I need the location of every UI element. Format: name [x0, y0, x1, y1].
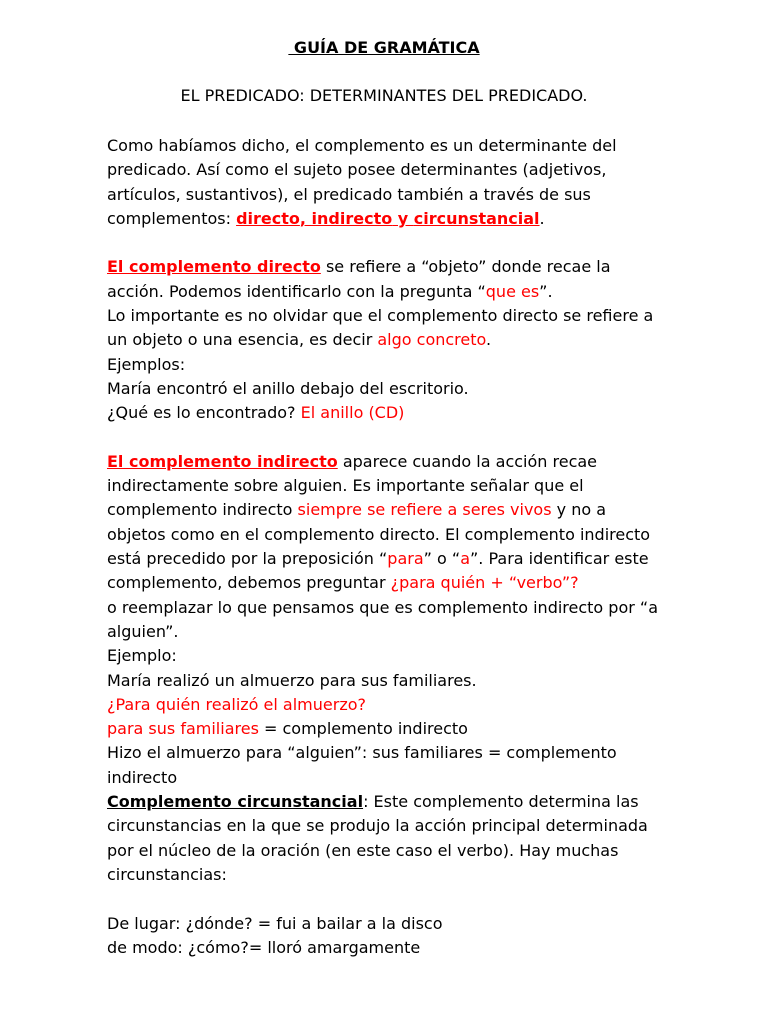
cc-line: circunstancias en la que se produjo la acción principal determinada	[107, 816, 648, 836]
intro-line: predicado. Así como el sujeto posee determinantes (adjetivos,	[107, 160, 607, 180]
spacer	[107, 426, 667, 450]
ci-para: para	[387, 549, 424, 569]
ci-text: complemento, debemos preguntar	[107, 573, 391, 593]
page-subtitle: EL PREDICADO: DETERMINANTES DEL PREDICADO.	[180, 86, 588, 105]
ci-a: a	[460, 549, 470, 569]
ci-text: ”. Para identificar este	[470, 549, 649, 569]
page-title: GUÍA DE GRAMÁTICA	[288, 38, 480, 57]
ci-line: objetos como en el complemento directo. El complemento indirecto	[107, 524, 651, 544]
spacer	[107, 231, 667, 255]
cd-text: .	[486, 330, 492, 350]
intro-line: Como habíamos dicho, el complemento es un determinante del	[107, 136, 617, 155]
ci-line	[107, 717, 667, 741]
ci-line	[107, 498, 667, 522]
cd-line	[107, 280, 667, 304]
intro-line: artículos, sustantivos), el predicado también a través de sus	[107, 184, 591, 204]
cd-que-es: que es	[485, 281, 540, 301]
cc-modo: de modo: ¿cómo?= lloró amargamente	[107, 937, 421, 957]
ci-heading: El complemento indirecto	[107, 451, 338, 471]
intro-line	[107, 207, 667, 231]
ci-line: indirecto	[107, 767, 178, 787]
cd-text: se refiere a “objeto” donde recae la	[320, 257, 611, 277]
intro-text: complementos:	[107, 208, 237, 228]
ci-line	[107, 450, 667, 474]
term-indirecto: indirecto	[311, 208, 393, 228]
cd-question: ¿Qué es lo encontrado?	[107, 403, 301, 423]
cd-ejemplos-label: Ejemplos:	[107, 354, 186, 374]
cd-heading: El complemento directo	[107, 257, 321, 277]
cc-text: : Este complemento determina las	[363, 792, 639, 812]
ci-text: = complemento indirecto	[258, 719, 468, 739]
ci-text: está precedido por la preposición “	[107, 549, 388, 569]
ci-text: aparece cuando la acción recae	[337, 451, 598, 471]
cc-line: circunstancias:	[107, 864, 227, 884]
document-body	[107, 134, 667, 960]
ci-text: complemento indirecto	[107, 500, 298, 520]
cc-lugar: De lugar: ¿dónde? = fui a bailar a la disco	[107, 913, 443, 933]
term-y: y	[392, 208, 414, 228]
cd-text: acción. Podemos identificarlo con la pregunta “	[107, 281, 486, 301]
cc-line	[107, 790, 667, 814]
cd-text: ”.	[539, 281, 553, 301]
ci-pregunta: ¿para quién + “verbo”?	[390, 573, 579, 593]
term-comma: ,	[299, 208, 312, 228]
ci-question: ¿Para quién realizó el almuerzo?	[107, 694, 366, 714]
ci-line: o reemplazar lo que pensamos que es complemento indirecto por “a	[107, 597, 659, 617]
term-directo: directo	[236, 208, 300, 228]
cd-line: Lo importante es no olvidar que el complemento directo se refiere a	[107, 306, 654, 326]
term-circunstancial: circunstancial	[413, 208, 540, 228]
ci-text: ” o “	[423, 549, 461, 569]
spacer	[107, 887, 667, 911]
ci-seres-vivos: siempre se refiere a seres vivos	[297, 500, 552, 520]
cd-line	[107, 255, 667, 279]
ci-answer: para sus familiares	[107, 719, 259, 739]
cc-line: por el núcleo de la oración (en este caso el verbo). Hay muchas	[107, 840, 619, 860]
intro-period: .	[539, 208, 545, 228]
cd-example: María encontró el anillo debajo del escritorio.	[107, 378, 469, 398]
ci-line	[107, 547, 667, 571]
cd-line	[107, 401, 667, 425]
ci-line: indirectamente sobre alguien. Es importante señalar que el	[107, 476, 584, 496]
ci-line: Hizo el almuerzo para “alguien”: sus familiares = complemento	[107, 743, 617, 763]
ci-text: y no a	[551, 500, 607, 520]
ci-example: María realizó un almuerzo para sus familiares.	[107, 670, 477, 690]
cd-line	[107, 328, 667, 352]
ci-line: alguien”.	[107, 621, 179, 641]
cc-heading: Complemento circunstancial	[107, 792, 364, 812]
cd-answer: El anillo (CD)	[300, 403, 405, 423]
ci-line	[107, 571, 667, 595]
cd-text: un objeto o una esencia, es decir	[107, 330, 378, 350]
ci-ejemplo-label: Ejemplo:	[107, 646, 177, 666]
cd-algo-concreto: algo concreto	[377, 330, 487, 350]
